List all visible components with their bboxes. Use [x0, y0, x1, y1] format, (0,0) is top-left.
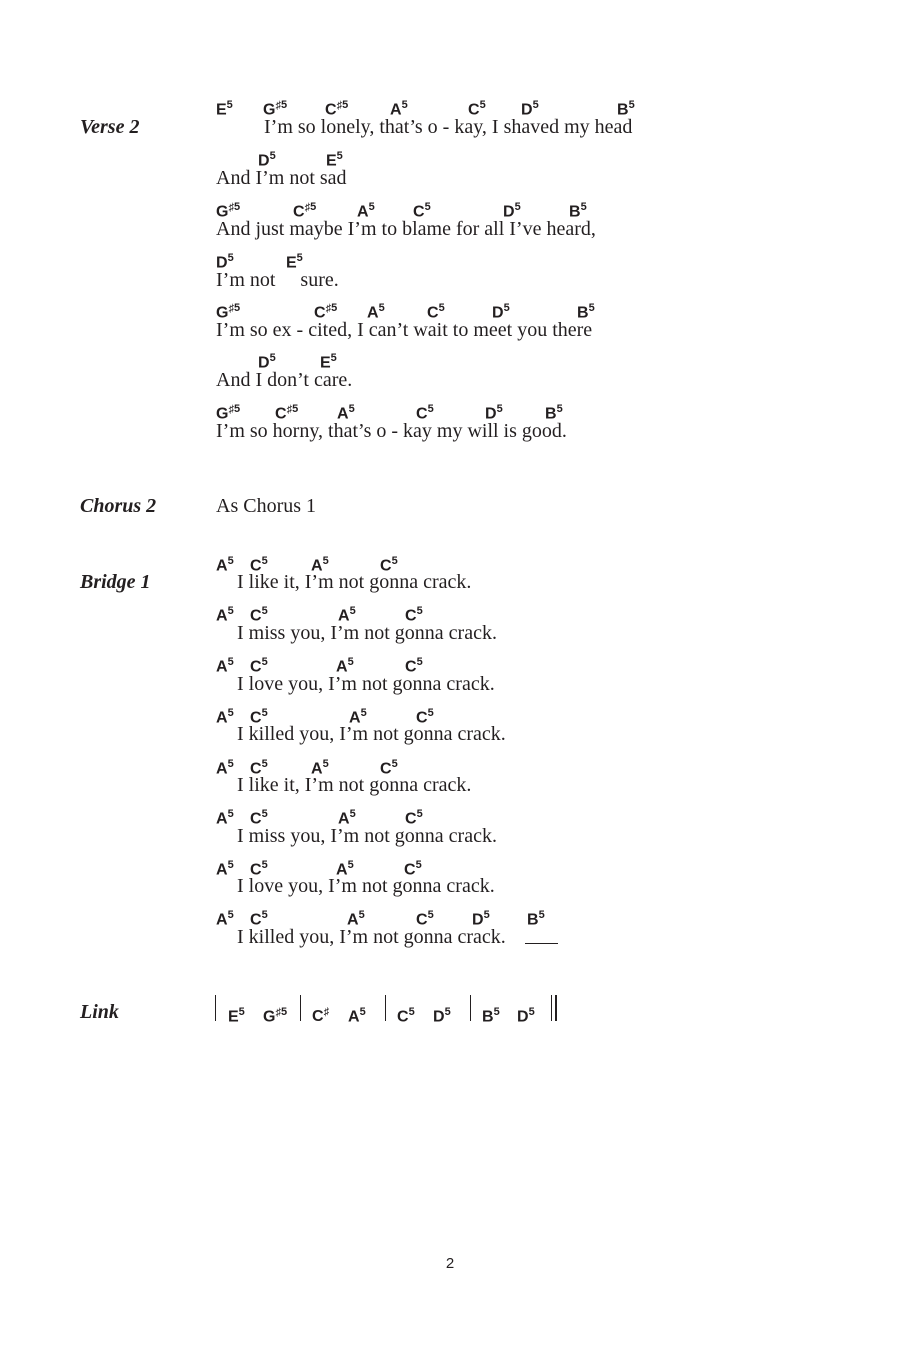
chord: $C^5$ — [250, 909, 268, 929]
chord: $A^5$ — [216, 758, 234, 778]
chord: $D^5$ — [485, 403, 503, 423]
chord: $D^5$ — [433, 1006, 451, 1026]
chord: $D^5$ — [258, 150, 276, 170]
chord: $C^5$ — [416, 909, 434, 929]
chord: $B^5$ — [569, 201, 587, 221]
chord: $G^{♯5}$ — [216, 403, 241, 423]
lyric-line: I like it, I’m not gonna crack. — [237, 571, 472, 593]
chord: $A^5$ — [367, 302, 385, 322]
lyric-line: I like it, I’m not gonna crack. — [237, 774, 472, 796]
chord: $C^5$ — [250, 859, 268, 879]
chord: $C^5$ — [397, 1006, 415, 1026]
chord: $B^5$ — [617, 99, 635, 119]
chord: $C^{♯5}$ — [275, 403, 299, 423]
bar-line — [385, 995, 386, 1021]
chord: $C^{♯5}$ — [314, 302, 338, 322]
chord: $B^5$ — [527, 909, 545, 929]
chord: $A^5$ — [390, 99, 408, 119]
chord: $C^5$ — [405, 605, 423, 625]
chorus-2-reference: As Chorus 1 — [216, 495, 317, 517]
chord: C♯ — [312, 1006, 330, 1025]
chord: $A^5$ — [311, 555, 329, 575]
chord: $D^5$ — [472, 909, 490, 929]
chord: $A^5$ — [216, 656, 234, 676]
lyric-line: I’m so ex - cited, I can’t wait to meet you there — [216, 319, 593, 341]
chord: $A^5$ — [357, 201, 375, 221]
chord-row — [0, 804, 900, 826]
chord: $A^5$ — [216, 707, 234, 727]
chord: $C^5$ — [416, 403, 434, 423]
chord: $E^5$ — [228, 1006, 245, 1026]
chord: $C^5$ — [380, 758, 398, 778]
chord: $A^5$ — [311, 758, 329, 778]
chord: $C^5$ — [404, 859, 422, 879]
chord-row — [0, 601, 900, 623]
chord: $C^5$ — [250, 656, 268, 676]
chord: $C^5$ — [416, 707, 434, 727]
chord: $G^{♯5}$ — [216, 201, 241, 221]
chord: $C^{♯5}$ — [293, 201, 317, 221]
lyric-line: I killed you, I’m not gonna crack. — [237, 926, 506, 948]
chord: $C^5$ — [413, 201, 431, 221]
chord: $C^5$ — [250, 555, 268, 575]
chord: $C^5$ — [405, 808, 423, 828]
chord: $B^5$ — [577, 302, 595, 322]
chord: $E^5$ — [216, 99, 233, 119]
chord-row — [0, 95, 900, 117]
lyric-line: I’m so horny, that’s o - kay my will is good. — [216, 420, 567, 442]
chord: $E^5$ — [320, 352, 337, 372]
lyric-line: I’m so lonely, that’s o - kay, I shaved my head — [264, 116, 633, 138]
chord-row — [0, 905, 900, 927]
bar-line — [215, 995, 216, 1021]
lyric-line: I’m not sure. — [216, 269, 339, 291]
chord: $B^5$ — [545, 403, 563, 423]
section-label-bridge-1: Bridge 1 — [80, 571, 151, 593]
lyric-line: I killed you, I’m not gonna crack. — [237, 723, 506, 745]
chord: $A^5$ — [348, 1006, 366, 1026]
chord-row — [0, 197, 900, 219]
chord: $D^5$ — [517, 1006, 535, 1026]
chord: $C^{♯5}$ — [325, 99, 349, 119]
chord: $C^5$ — [468, 99, 486, 119]
chord: $B^5$ — [482, 1006, 500, 1026]
chord: $C^5$ — [250, 605, 268, 625]
lyric-line: I love you, I’m not gonna crack. — [237, 673, 495, 695]
chord-row — [0, 146, 900, 168]
chord: $D^5$ — [258, 352, 276, 372]
chord: $A^5$ — [216, 808, 234, 828]
section-label-chorus-2: Chorus 2 — [80, 495, 157, 517]
lyric-line: I miss you, I’m not gonna crack. — [237, 825, 497, 847]
chord: $D^5$ — [521, 99, 539, 119]
chord-row — [0, 399, 900, 421]
lyric-line: And I don’t care. — [216, 369, 353, 391]
chord: $A^5$ — [336, 859, 354, 879]
chord: $A^5$ — [349, 707, 367, 727]
section-label-link: Link — [80, 1001, 119, 1023]
chord: $C^5$ — [405, 656, 423, 676]
chord: $A^5$ — [338, 605, 356, 625]
chord: $A^5$ — [216, 555, 234, 575]
chord: $C^5$ — [250, 707, 268, 727]
lyric-line: I miss you, I’m not gonna crack. — [237, 622, 497, 644]
chord: $A^5$ — [338, 808, 356, 828]
chord-row — [0, 652, 900, 674]
chord: $C^5$ — [250, 808, 268, 828]
lyric-line: I love you, I’m not gonna crack. — [237, 875, 495, 897]
chord: $G^{♯5}$ — [216, 302, 241, 322]
chord: $A^5$ — [216, 909, 234, 929]
lyric-line: And just maybe I’m to blame for all I’ve heard, — [216, 218, 596, 240]
chord: $E^5$ — [286, 252, 303, 272]
chord: $D^5$ — [492, 302, 510, 322]
chord: $C^5$ — [380, 555, 398, 575]
bar-line — [470, 995, 471, 1021]
chord: $A^5$ — [216, 605, 234, 625]
chord: $D^5$ — [503, 201, 521, 221]
link-bars — [0, 1002, 900, 1026]
hold-line — [525, 943, 558, 944]
chord: $A^5$ — [337, 403, 355, 423]
chord: $A^5$ — [347, 909, 365, 929]
page-number: 2 — [445, 1255, 455, 1272]
chord: $C^5$ — [250, 758, 268, 778]
chord: $D^5$ — [216, 252, 234, 272]
final-bar-line-thick — [555, 995, 557, 1021]
chord-row — [0, 298, 900, 320]
chord: $E^5$ — [326, 150, 343, 170]
bar-line — [300, 995, 301, 1021]
chord: $A^5$ — [216, 859, 234, 879]
chord: $G^{♯5}$ — [263, 1006, 288, 1026]
lyric-line: And I’m not sad — [216, 167, 347, 189]
chord: $G^{♯5}$ — [263, 99, 288, 119]
chord: $A^5$ — [336, 656, 354, 676]
final-bar-line-thin — [551, 995, 552, 1021]
section-label-verse-2: Verse 2 — [80, 116, 140, 138]
chord-row — [0, 248, 900, 270]
chord-row — [0, 348, 900, 370]
chord: $C^5$ — [427, 302, 445, 322]
